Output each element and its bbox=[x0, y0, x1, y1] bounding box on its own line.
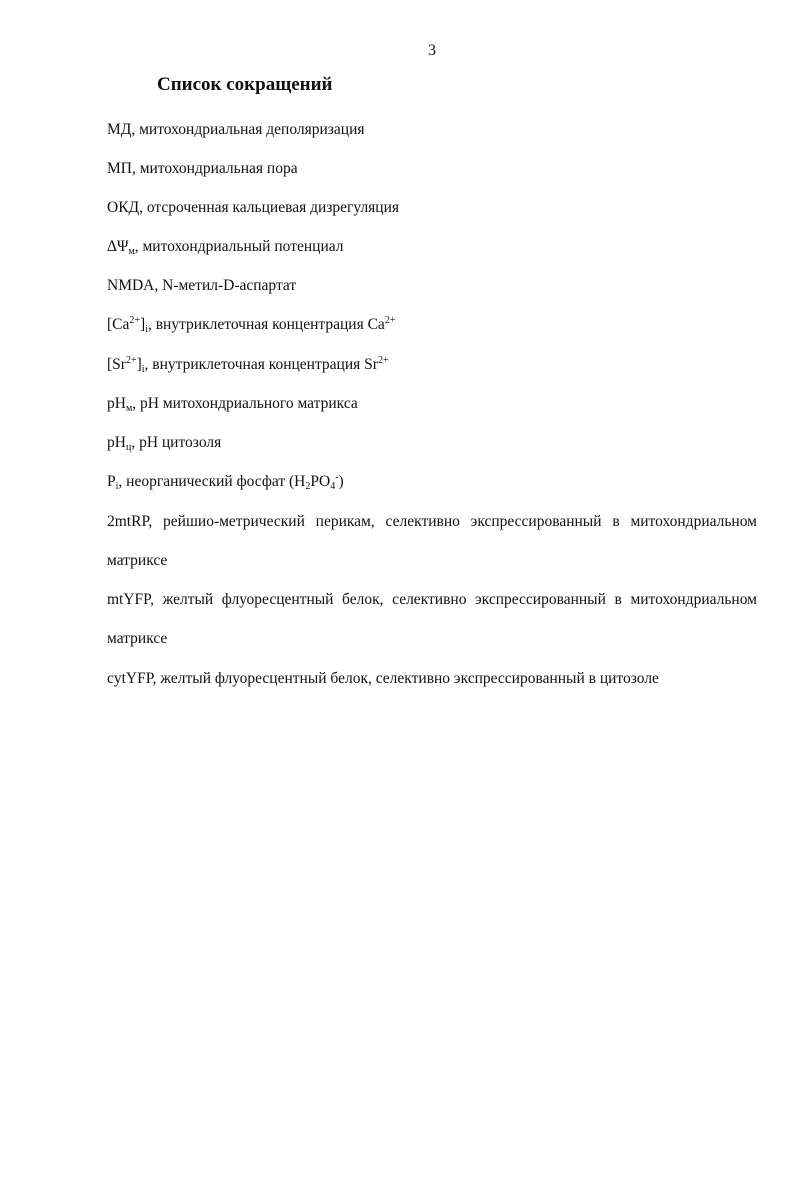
list-item: $pH_м$, pH митохондриального матрикса bbox=[107, 395, 358, 414]
list-item: $[Ca^{2+}]_i$, внутриклеточная концентрация $Ca^{2+}$ bbox=[107, 315, 396, 335]
list-item: cytYFP, желтый флуоресцентный белок, селективно экспрессированный в цитозоле bbox=[107, 670, 659, 687]
page-title: Список сокращений bbox=[157, 74, 333, 95]
list-item: $[Sr^{2+}]_i$, внутриклеточная концентрация $Sr^{2+}$ bbox=[107, 355, 389, 375]
list-item: $P_i$, неорганический фосфат $(H_2PO_4^-)$ bbox=[107, 472, 344, 492]
list-item: МП, митохондриальная пора bbox=[107, 160, 298, 177]
list-item-continuation: матриксе bbox=[107, 552, 168, 569]
list-item: МД, митохондриальная деполяризация bbox=[107, 121, 365, 138]
list-item: NMDA, N-метил-D-аспартат bbox=[107, 277, 297, 294]
list-item: $pH_ц$, pH цитозоля bbox=[107, 434, 222, 453]
list-item: $\Delta\Psi_м$, митохондриальный потенциал bbox=[107, 238, 344, 257]
list-item: mtYFP, желтый флуоресцентный белок, селективно экспрессированный в митохондриальном bbox=[107, 591, 757, 608]
list-item-continuation: матриксе bbox=[107, 630, 168, 647]
list-item: ОКД, отсроченная кальциевая дизрегуляция bbox=[107, 199, 400, 216]
list-item: 2mtRP, рейшио-метрический перикам, селективно экспрессированный в митохондриальном bbox=[107, 513, 757, 530]
page-number: 3 bbox=[428, 42, 436, 59]
